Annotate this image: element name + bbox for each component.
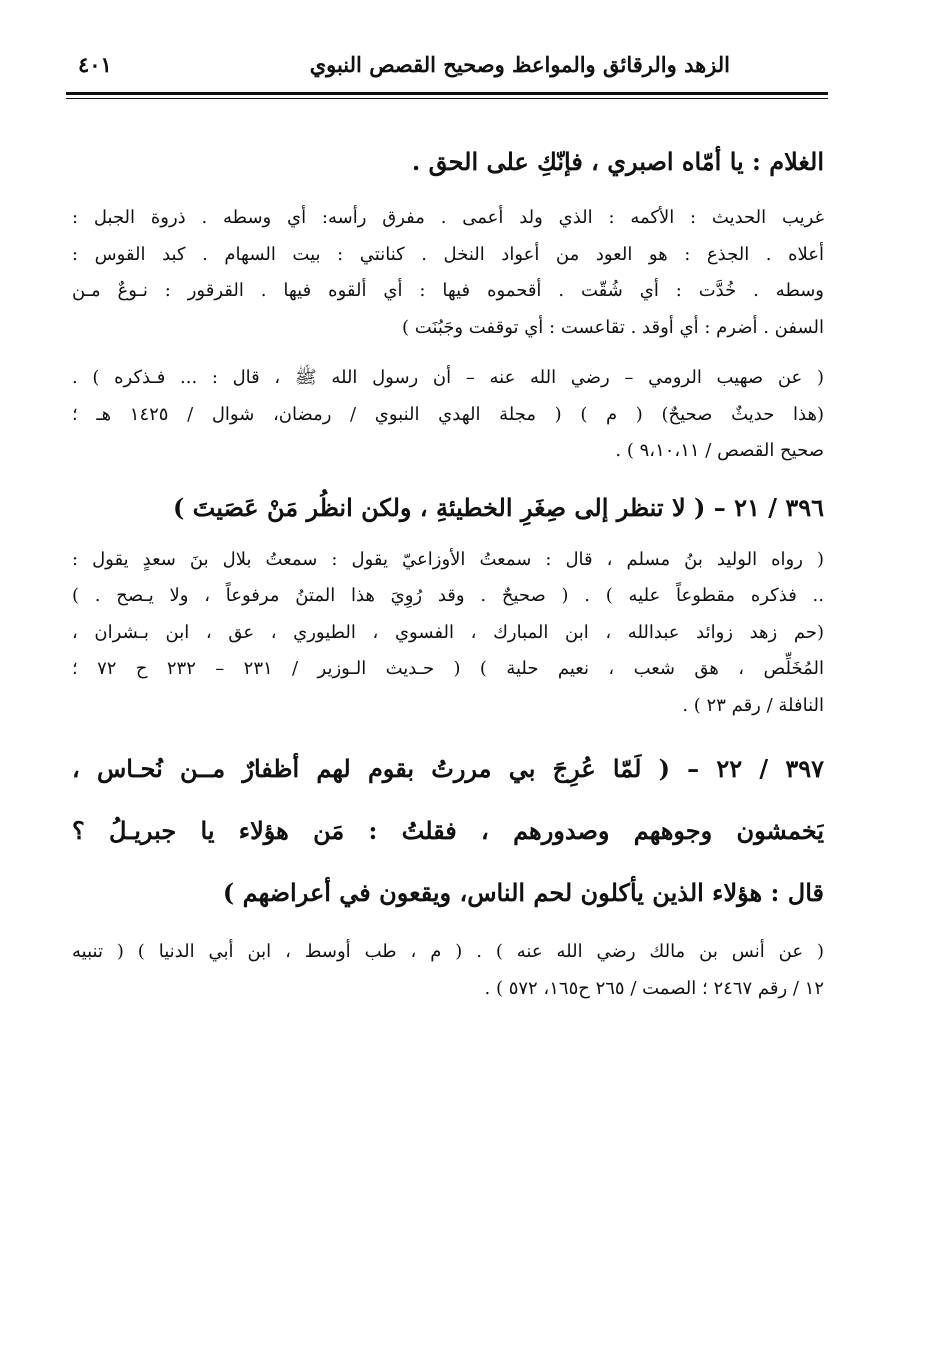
source-line: ( عن صهيب الرومي – رضي الله عنه – أن رسول الله ﷺ ، قال : ... فـذكره ) . [72, 367, 824, 388]
gharib-line: غريب الحديث : الأكمه : الذي ولد أعمى . مفرق رأسه: أي وسطه . ذروة الجبل : [72, 207, 824, 228]
page-content [72, 138, 824, 1021]
narration-line: ( رواه الوليد بنُ مسلم ، قال : سمعتُ الأوزاعيّ يقول : سمعتُ بلال بنَ سعدٍ يقول : [72, 548, 824, 570]
intro-line: الغلام : يا أمّاه اصبري ، فإنّكِ على الحق . [411, 147, 824, 176]
hadith-397-line: يَخمشون وجوههم وصدورهم ، فقلتُ : مَن هؤلاء يا جبريـلُ ؟ [72, 816, 824, 845]
source-397-line: ( عن أنس بن مالك رضي الله عنه ) . ( م ، طب أوسط ، ابن أبي الدنيا ) ( تنبيه [72, 941, 824, 962]
page-number: ٤٠١ [78, 52, 112, 77]
narration-line: النافلة / رقم ٢٣ ) . [682, 694, 824, 716]
hadith-397-line: قال : هؤلاء الذين يأكلون لحم الناس، ويقعون في أعراضهم ) [222, 878, 824, 907]
running-title: الزهد والرقائق والمواعظ وصحيح القصص النبوي [309, 52, 730, 77]
source-397-paragraph [72, 934, 824, 1007]
source-paragraph-1 [72, 360, 824, 470]
narration-line: .. فذكره مقطوعاً عليه ) . ( صحيحٌ . وقد رُوِيَ هذا المتنُ مرفوعاً ، ولا يـصح . ) [72, 585, 824, 606]
source-line: (هذا حديثٌ صحيحٌ) ( م ) ( مجلة الهدي النبوي / رمضان، شوال / ١٤٢٥ هـ ؛ [72, 403, 824, 425]
hadith-396-block [72, 484, 824, 532]
intro-line-block [72, 138, 824, 186]
page-header [66, 52, 826, 86]
gharib-line: السفن . أضرم : أي أوقد . تقاعست : أي توقفت وجَبُنَت ) [401, 316, 824, 338]
header-rule-thin [66, 98, 828, 99]
hadith-397-block [72, 738, 824, 924]
gharib-line: وسطه . خُدَّت : أي شُقّت . أقحموه فيها : أي ألقوه فيها . القرقور : نـوعٌ مـن [72, 280, 824, 301]
narration-line: المُخَلِّص ، هق شعب ، نعيم حلية ) ( حـديث الـوزير / ٢٣١ – ٢٣٢ ح ٧٢ ؛ [72, 658, 824, 679]
narration-line: (حم زهد زوائد عبدالله ، ابن المبارك ، الفسوي ، الطيوري ، عق ، ابن بـشران ، [72, 621, 824, 643]
hadith-396-text: ٣٩٦ / ٢١ – ( لا تنظر إلى صِغَرِ الخطيئةِ ، ولكن انظُر مَنْ عَصَيتَ ) [172, 492, 824, 522]
source-397-line: ١٢ / رقم ٢٤٦٧ ؛ الصمت / ٢٦٥ ح١٦٥، ٥٧٢ ) . [484, 977, 824, 999]
gharib-line: أعلاه . الجذع : هو العود من أعواد النخل . كنانتي : بيت السهام . كبد القوس : [72, 243, 824, 265]
source-line: صحيح القصص / ٩،١٠،١١ ) . [615, 440, 824, 461]
narration-396-paragraph [72, 542, 824, 725]
hadith-397-line: ٣٩٧ / ٢٢ – ( لَمّا عُرِجَ بي مررتُ بقوم لهم أظفارٌ مــن نُحـاس ، [72, 754, 824, 783]
gharib-paragraph [72, 200, 824, 346]
header-rule-thick [66, 92, 828, 95]
